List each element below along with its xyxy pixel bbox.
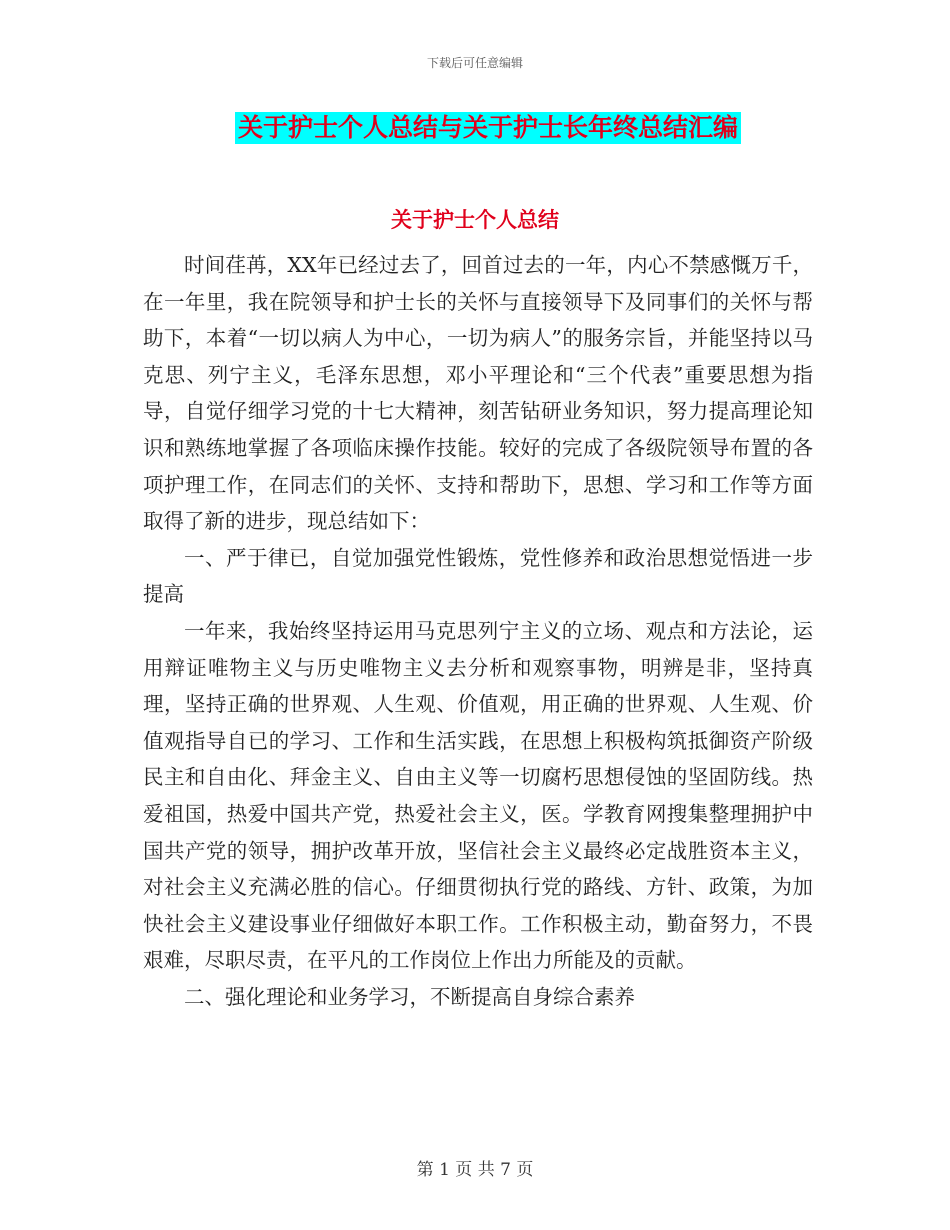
paragraph-political-thought: 一年来，我始终坚持运用马克思列宁主义的立场、观点和方法论，运用辩证唯物主义与历史唯物主义去分析和观察事物，明辨是非，坚持真理，坚持正确的世界观、人生观、价值观，用正确的世界观、人生观、价值观指导自已的学习、工作和生活实践，在思想上积极构筑抵御资产阶级民主和自由化、拜金主义、自由主义等一切腐朽思想侵蚀的坚固防线。热爱祖国，热爱中国共产党，热爱社会主义，医。学教育网搜集整理拥护中国共产党的领导，拥护改革开放，坚信社会主义最终必定战胜资本主义，对社会主义充满必胜的信心。仔细贯彻执行党的路线、方针、政策，为加快社会主义建设事业仔细做好本职工作。工作积极主动，勤奋努力，不畏艰难，尽职尽责，在平凡的工作岗位上作出力所能及的贡献。 [143, 618, 813, 973]
page-footer: 第 1 页 共 7 页 [416, 1160, 534, 1180]
header-note: 下载后可任意编辑 [426, 56, 523, 70]
document-body [143, 247, 813, 1015]
paragraph-heading-one: 一、严于律已，自觉加强党性锻炼，党性修养和政治思想觉悟进一步提高 [143, 545, 813, 607]
document-main-title: 关于护士个人总结与关于护士长年终总结汇编 [235, 112, 741, 144]
paragraph-intro: 时间荏苒，XX年已经过去了，回首过去的一年，内心不禁感慨万千，在一年里，我在院领导和护士长的关怀与直接领导下及同事们的关怀与帮助下，本着“一切以病人为中心，一切为病人”的服务宗旨，并能坚持以马克思、列宁主义，毛泽东思想，邓小平理论和“三个代表”重要思想为指导，自觉仔细学习党的十七大精神，刻苦钻研业务知识，努力提高理论知识和熟练地掌握了各项临床操作技能。较好的完成了各级院领导布置的各项护理工作，在同志们的关怀、支持和帮助下，思想、学习和工作等方面取得了新的进步，现总结如下： [143, 253, 813, 534]
section-title: 关于护士个人总结 [391, 208, 559, 232]
paragraph-heading-two: 二、强化理论和业务学习，不断提高自身综合素养 [184, 984, 635, 1009]
